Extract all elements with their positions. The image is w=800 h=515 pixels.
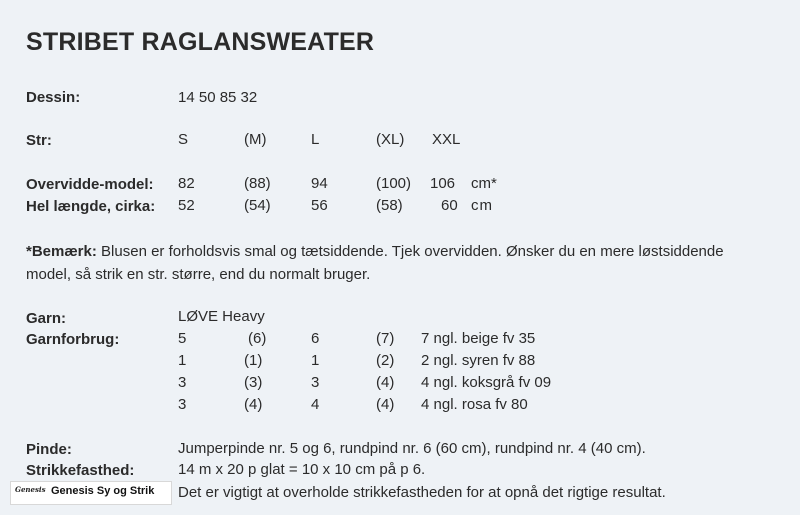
overvidde-unit: cm*: [471, 175, 497, 192]
garnforbrug-row1-desc: 7 ngl. beige fv 35: [421, 330, 536, 347]
overvidde-xxl: 106: [430, 175, 456, 192]
strikkefasthed-label: Strikkefasthed:: [26, 462, 135, 479]
strikkefasthed-value: 14 m x 20 p glat = 10 x 10 cm på p 6.: [178, 461, 426, 478]
dessin-label: Dessin:: [26, 89, 81, 106]
laengde-xxl: 60: [441, 197, 458, 214]
laengde-m: (54): [244, 197, 271, 214]
laengde-label: Hel længde, cirka:: [26, 198, 156, 215]
garnforbrug-row4-s: 3: [178, 396, 187, 413]
page-title: STRIBET RAGLANSWEATER: [26, 28, 375, 56]
overvidde-label: Overvidde-model:: [26, 176, 154, 193]
garnforbrug-row1-xl: (7): [376, 330, 395, 347]
laengde-xl: (58): [376, 197, 403, 214]
pinde-value: Jumperpinde nr. 5 og 6, rundpind nr. 6 (60 cm), rundpind nr. 4 (40 cm).: [178, 440, 646, 457]
sizes-label: Str:: [26, 132, 52, 149]
garnforbrug-row4-xl: (4): [376, 396, 395, 413]
dessin-value: 14 50 85 32: [178, 89, 258, 106]
garnforbrug-row2-m: (1): [244, 352, 263, 369]
overvidde-m: (88): [244, 175, 271, 192]
garnforbrug-row3-xl: (4): [376, 374, 395, 391]
note-bold: *Bemærk:: [26, 243, 97, 260]
garnforbrug-row2-l: 1: [311, 352, 320, 369]
strikkefasthed-note: Det er vigtigt at overholde strikkefastheden for at opnå det rigtige resultat.: [178, 484, 666, 501]
size-s: S: [178, 131, 189, 148]
garnforbrug-row2-s: 1: [178, 352, 187, 369]
size-xl: (XL): [376, 131, 405, 148]
garnforbrug-row3-m: (3): [244, 374, 263, 391]
garn-value: LØVE Heavy: [178, 308, 265, 325]
size-l: L: [311, 131, 320, 148]
overvidde-s: 82: [178, 175, 195, 192]
garnforbrug-row2-desc: 2 ngl. syren fv 88: [421, 352, 536, 369]
overvidde-l: 94: [311, 175, 328, 192]
size-xxl: XXL: [432, 131, 461, 148]
garnforbrug-row3-desc: 4 ngl. koksgrå fv 09: [421, 374, 552, 391]
garn-label: Garn:: [26, 310, 67, 327]
garnforbrug-row4-l: 4: [311, 396, 320, 413]
note-line-2: model, så strik en str. større, end du normalt bruger.: [26, 266, 371, 283]
garnforbrug-row3-l: 3: [311, 374, 320, 391]
pinde-label: Pinde:: [26, 441, 72, 458]
laengde-l: 56: [311, 197, 328, 214]
note-text-1: Blusen er forholdsvis smal og tætsiddende. Tjek overvidden. Ønsker du en mere løstsiddende: [96, 243, 724, 260]
genesis-logo-text: Genesis Sy og Strik: [51, 485, 155, 497]
garnforbrug-row1-m: (6): [248, 330, 267, 347]
laengde-unit: cm: [471, 197, 493, 214]
garnforbrug-row1-s: 5: [178, 330, 187, 347]
garnforbrug-row4-desc: 4 ngl. rosa fv 80: [421, 396, 528, 413]
overvidde-xl: (100): [376, 175, 412, 192]
size-m: (M): [244, 131, 267, 148]
genesis-logo: [10, 481, 172, 505]
laengde-s: 52: [178, 197, 195, 214]
garnforbrug-row4-m: (4): [244, 396, 263, 413]
garnforbrug-row2-xl: (2): [376, 352, 395, 369]
garnforbrug-row3-s: 3: [178, 374, 187, 391]
garnforbrug-label: Garnforbrug:: [26, 331, 120, 348]
genesis-logo-icon: Genesis: [15, 485, 46, 494]
garnforbrug-row1-l: 6: [311, 330, 320, 347]
note-line-1: [26, 240, 724, 263]
